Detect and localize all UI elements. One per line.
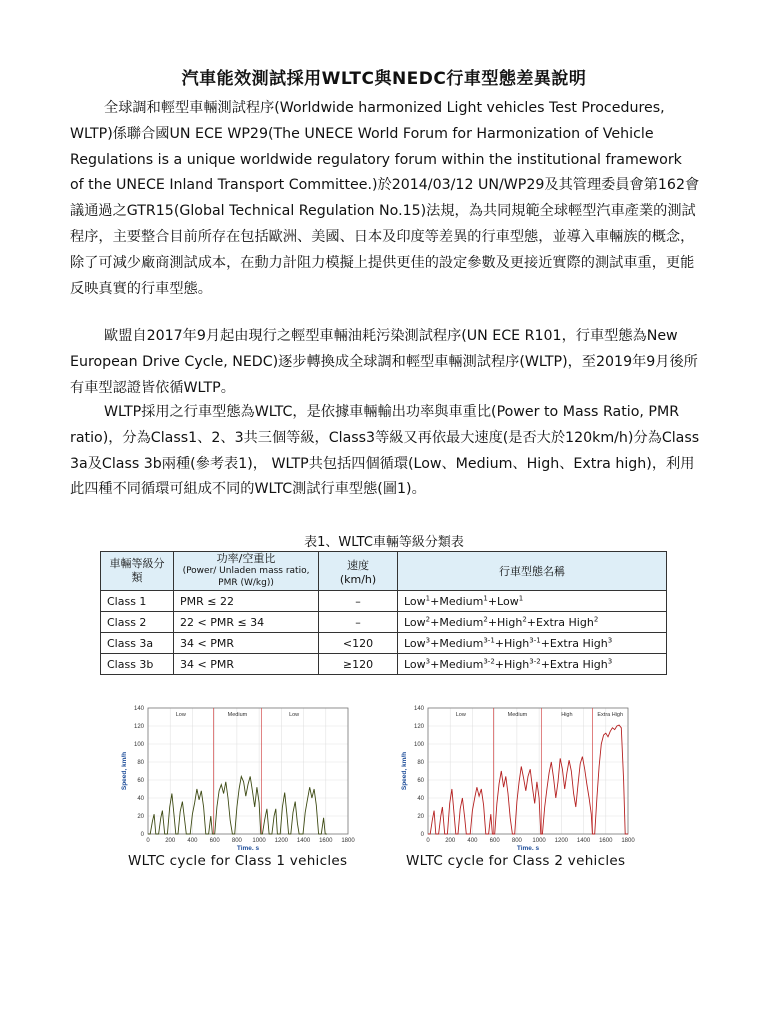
figure-caption-class1: WLTC cycle for Class 1 vehicles (128, 853, 348, 869)
y-tick-label: 60 (417, 778, 424, 784)
x-tick-label: 1200 (554, 838, 569, 844)
x-tick-label: 200 (165, 838, 176, 844)
cell-pmr: 22 < PMR ≤ 34 (174, 612, 319, 633)
paragraph-text: 全球調和輕型車輛測試程序(Worldwide harmonized Light vehicles Test Procedures, WLTP)係聯合國UN ECE WP29(The UNECE World Forum for Harmonization of Vehicle Regulations is a unique worldwide regulatory forum within the institutional framework of the UNECE Inland Transport Committee.)於2014/03/12 UN/WP29及其管理委員會第162會議通過之GTR15(Global Technical Regulation No.15)法規，為共同規範全球輕型汽車產業的測試程序，主要整合目前所存在包括歐洲、美國、日本及印度等差異的行車型態，並導入車輛族的概念，除了可減少廠商測試成本，在動力計阻力模擬上提供更佳的設定參數及更接近實際的測試車重，更能反映真實的行車型態。 (70, 100, 700, 297)
header-pmr-label: 功率/空重比 (216, 552, 276, 565)
cell-class: Class 3b (101, 654, 174, 675)
cell-class: Class 2 (101, 612, 174, 633)
x-tick-label: 1600 (599, 838, 613, 844)
header-speed-label: 速度 (347, 558, 369, 572)
y-tick-label: 140 (413, 706, 424, 712)
y-tick-label: 60 (137, 778, 144, 784)
x-tick-label: 0 (426, 838, 430, 844)
x-tick-label: 800 (231, 838, 242, 844)
phase-label: Medium (227, 712, 248, 718)
cell-class: Class 1 (101, 591, 174, 612)
x-tick-label: 0 (146, 838, 150, 844)
x-tick-label: 1400 (576, 838, 591, 844)
paragraph-text: 歐盟自2017年9月起由現行之輕型車輛油耗污染測試程序(UN ECE R101，行車型態為New European Drive Cycle, NEDC)逐步轉換成全球調和輕型車輛測試程序(WLTP)，至2019年9月後所有車型認證皆依循WLTP。 (70, 328, 698, 396)
x-axis-label: Time, s (516, 845, 540, 850)
table-row (101, 591, 667, 612)
y-tick-label: 140 (133, 706, 144, 712)
x-tick-label: 1000 (532, 838, 546, 844)
header-pmr-sub: (Power/ Unladen mass ratio, PMR (W/kg)) (182, 566, 310, 588)
x-tick-label: 1800 (621, 838, 635, 844)
x-tick-label: 1600 (319, 838, 333, 844)
speed-trace (428, 725, 628, 834)
figure-caption-class2: WLTC cycle for Class 2 vehicles (406, 853, 626, 869)
document-title: 汽車能效測試採用WLTC與NEDC行車型態差異說明 (181, 69, 587, 89)
header-class: 車輛等級分類 (101, 552, 174, 591)
wltc-class2-chart (392, 700, 640, 854)
cell-cycle: Low$^1$+Medium$^1$+Low$^1$ (398, 591, 667, 612)
phase-label: Low (289, 712, 300, 718)
cell-pmr: 34 < PMR (174, 633, 319, 654)
y-tick-label: 0 (140, 832, 144, 838)
phase-label: Medium (507, 712, 528, 718)
paragraph-text: WLTP採用之行車型態為WLTC，是依據車輛輸出功率與車重比(Power to Mass Ratio, PMR ratio)，分為Class1、2、3共三個等級，Class3等級又再依最大速度(是否大於120km/h)分為Class 3a及Class 3b兩種(參考表1)， WLTP共包括四個循環(Low、Medium、High、Extra high)，利用此四種不同循環可組成不同的WLTC測試行車型態(圖1)。 (70, 404, 700, 498)
header-speed (319, 552, 398, 591)
header-cycle: 行車型態名稱 (398, 552, 667, 591)
wltc-class-table (100, 551, 667, 675)
y-axis-label: Speed, km/h (121, 751, 128, 791)
cell-pmr: PMR ≤ 22 (174, 591, 319, 612)
x-tick-label: 1800 (341, 838, 355, 844)
cell-speed: – (319, 612, 398, 633)
plot-frame (148, 708, 348, 834)
x-tick-label: 1000 (252, 838, 266, 844)
y-tick-label: 120 (133, 724, 144, 730)
cell-speed: – (319, 591, 398, 612)
table-row (101, 654, 667, 675)
paragraph-eu-transition (70, 324, 700, 401)
y-tick-label: 100 (413, 742, 424, 748)
y-tick-label: 40 (137, 796, 144, 802)
x-tick-label: 1400 (296, 838, 311, 844)
x-tick-label: 600 (209, 838, 220, 844)
y-tick-label: 0 (420, 832, 424, 838)
table-caption: 表1、WLTC車輛等級分類表 (304, 535, 464, 550)
x-axis-label: Time, s (236, 845, 260, 850)
y-tick-label: 20 (417, 814, 424, 820)
plot-frame (428, 708, 628, 834)
x-tick-label: 400 (467, 838, 478, 844)
wltc-class2-svg (392, 700, 640, 850)
x-tick-label: 1200 (274, 838, 289, 844)
phase-label: Low (175, 712, 186, 718)
paragraph-wltc-classes (70, 400, 700, 503)
table-header-row (101, 552, 667, 591)
cell-speed: ≥120 (319, 654, 398, 675)
phase-label: Low (455, 712, 466, 718)
header-speed-unit: (km/h) (339, 572, 377, 586)
wltc-class1-chart (112, 700, 360, 854)
cell-cycle: Low$^2$+Medium$^2$+High$^2$+Extra High$^2$ (398, 612, 667, 633)
x-tick-label: 600 (489, 838, 500, 844)
cell-class: Class 3a (101, 633, 174, 654)
x-tick-label: 800 (511, 838, 522, 844)
y-tick-label: 40 (417, 796, 424, 802)
y-tick-label: 80 (417, 760, 424, 766)
cell-pmr: 34 < PMR (174, 654, 319, 675)
y-tick-label: 20 (137, 814, 144, 820)
y-tick-label: 80 (137, 760, 144, 766)
table-row (101, 612, 667, 633)
table-body (101, 591, 667, 675)
phase-label: Extra High (597, 712, 624, 718)
header-pmr (174, 552, 319, 591)
paragraph-wltp-intro (70, 96, 700, 302)
y-tick-label: 120 (413, 724, 424, 730)
x-tick-label: 400 (187, 838, 198, 844)
cell-cycle: Low$^3$+Medium$^{3-2}$+High$^{3-2}$+Extra High$^3$ (398, 654, 667, 675)
x-tick-label: 200 (445, 838, 456, 844)
table-row (101, 633, 667, 654)
speed-trace (148, 776, 327, 834)
wltc-class1-svg (112, 700, 360, 850)
y-tick-label: 100 (133, 742, 144, 748)
cell-speed: <120 (319, 633, 398, 654)
y-axis-label: Speed, km/h (401, 751, 408, 791)
cell-cycle: Low$^3$+Medium$^{3-1}$+High$^{3-1}$+Extra High$^3$ (398, 633, 667, 654)
phase-label: High (561, 712, 573, 718)
